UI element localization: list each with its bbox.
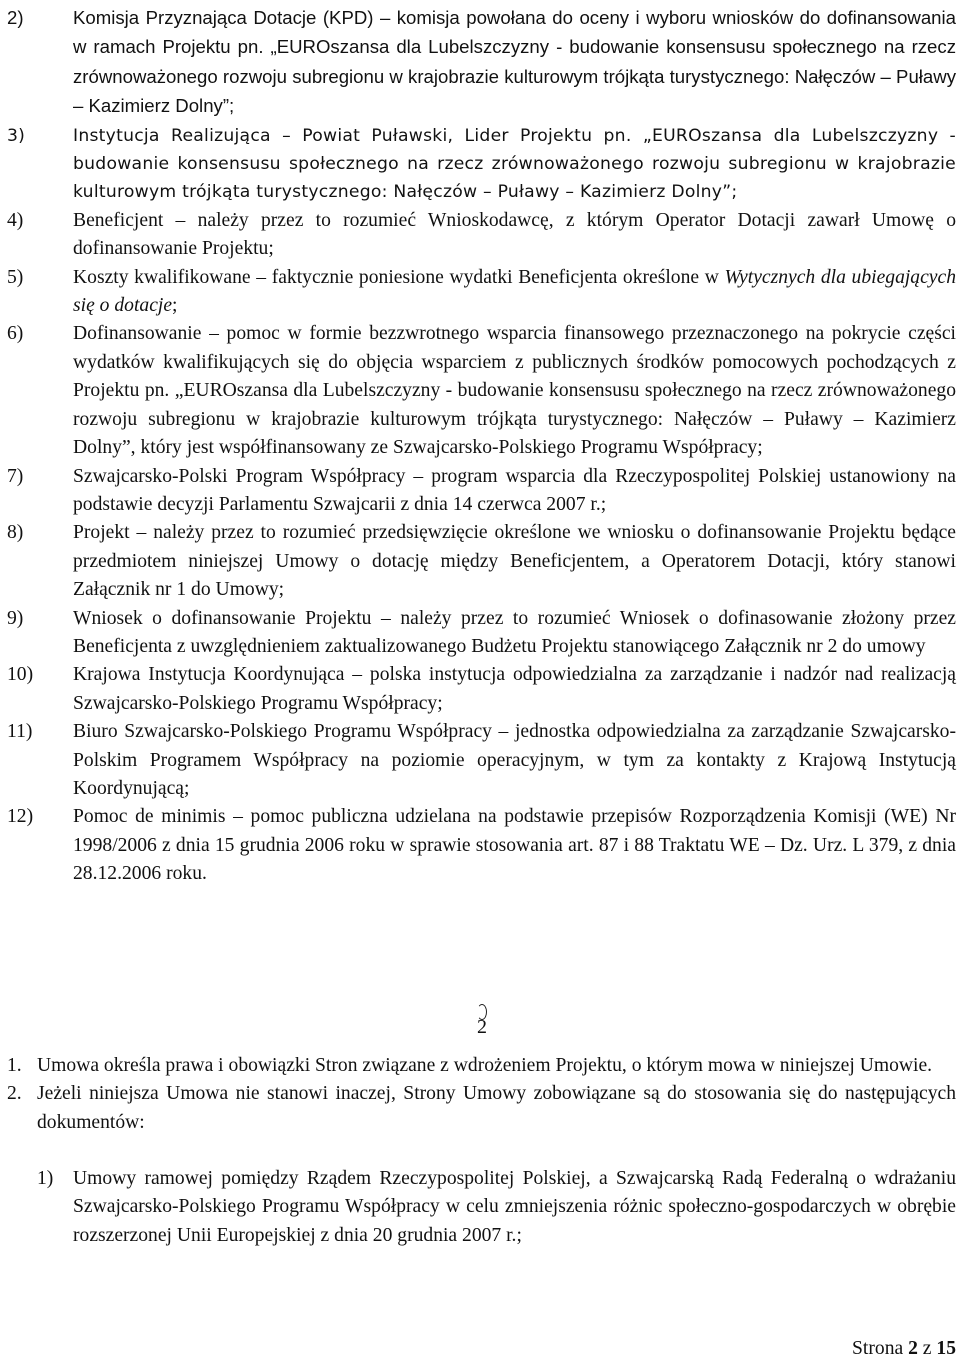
item-text: Jeżeli niniejsza Umowa nie stanowi inaczej, Strony Umowy zobowiązane są do stosowania się do następujących dokumentów: — [37, 1083, 956, 1133]
item-number: 4) — [7, 209, 24, 231]
item-number: 5) — [7, 266, 24, 288]
item-text: Instytucja Realizująca – Powiat Puławski, Lider Projektu pn. „EUROszansa dla Lubelszczyzny - budowanie konsensusu społecznego na rzecz zrównoważonego rozwoju subregionu w krajobrazie kulturowym trójkąta turystycznego: Nałęczów – Puławy – Kazimierz Dolny”; — [73, 125, 956, 203]
page-footer — [852, 1338, 956, 1360]
list-item — [0, 207, 960, 264]
list-item — [0, 122, 960, 207]
item-number: 6) — [7, 323, 24, 345]
list-item — [0, 463, 960, 520]
item-number: 1. — [7, 1055, 22, 1076]
item-number: 8) — [7, 522, 24, 544]
item-text: Pomoc de minimis – pomoc publiczna udzielana na podstawie przepisów Rozporządzenia Komisji (WE) Nr 1998/2006 z dnia 15 grudnia 2006 roku w sprawie stosowania art. 87 i 88 Traktatu WE – Dz. Urz. L 379, z dnia 28.12.2006 roku. — [73, 806, 956, 885]
item-number: 2) — [7, 7, 24, 28]
section-heading — [0, 1004, 960, 1039]
page-label: Strona — [852, 1338, 904, 1359]
definitions-list — [0, 4, 960, 889]
list-item — [0, 1165, 960, 1250]
page-of-label: z — [922, 1338, 932, 1359]
item-text: Umowa określa prawa i obowiązki Stron związane z wdrożeniem Projektu, o którym mowa w niniejszej Umowie. — [37, 1055, 933, 1076]
item-text: Umowy ramowej pomiędzy Rządem Rzeczypospolitej Polskiej, a Szwajcarską Radą Federalną o wdrażaniu Szwajcarsko-Polskiego Programu Współpracy w celu zmniejszenia różnic społeczno-gospodarczych w obrębie rozszerzonej Unii Europejskiej z dnia 20 grudnia 2007 r.; — [73, 1168, 956, 1246]
list-item — [0, 661, 960, 718]
item-text: Komisja Przyznająca Dotacje (KPD) – komisja powołana do oceny i wyboru wniosków do dofinansowania w ramach Projektu pn. „EUROszansa dla Lubelszczyzny - budowanie konsensusu społecznego na rzecz zrównoważonego rozwoju subregionu w krajobrazie kulturowym trójkąta turystycznego: Nałęczów – Puławy – Kazimierz Dolny”; — [73, 7, 956, 117]
item-text: Beneficjent – należy przez to rozumieć Wnioskodawcę, z którym Operator Dotacji zawarł Umowę o dofinansowanie Projektu; — [73, 209, 956, 260]
item-number: 2. — [7, 1083, 22, 1105]
documents-list — [0, 1165, 960, 1250]
list-item — [0, 718, 960, 803]
list-item — [0, 519, 960, 604]
item-number: 7) — [7, 465, 24, 487]
list-item — [0, 1080, 960, 1137]
list-item — [0, 605, 960, 662]
italic-reference: Wytycznych dla ubiegających się o dotacje — [73, 266, 956, 317]
current-page-number: 2 — [908, 1338, 918, 1359]
item-number: 12) — [7, 806, 34, 828]
item-text: Koszty kwalifikowane – faktycznie poniesione wydatki Beneficjenta określone w Wytycznych dla ubiegających się o dotacje; — [73, 266, 956, 317]
item-text: Krajowa Instytucja Koordynująca – polska instytucja odpowiedzialna za zarządzanie i nadzór nad realizacją Szwajcarsko-Polskiego Programu Współpracy; — [73, 664, 956, 714]
item-number: 3) — [7, 125, 26, 146]
item-text: Projekt – należy przez to rozumieć przedsięwzięcie określone we wniosku o dofinansowanie Projektu będące przedmiotem niniejszej Umowy o dotację między Beneficjentem, a Operatorem Dotacji, który stanowi Załącznik nr 1 do Umowy; — [73, 522, 956, 601]
item-number: 11) — [7, 721, 33, 743]
item-number: 10) — [7, 664, 34, 686]
list-item — [0, 803, 960, 888]
list-item — [0, 1052, 960, 1080]
item-text: Szwajcarsko-Polski Program Współpracy – program wsparcia dla Rzeczypospolitej Polskiej ustanowiony na podstawie decyzji Parlamentu Szwajcarii z dnia 14 czerwca 2007 r.; — [73, 465, 956, 515]
item-number: 9) — [7, 607, 24, 629]
list-item — [0, 264, 960, 321]
item-text: Dofinansowanie – pomoc w formie bezzwrotnego wsparcia finansowego przeznaczonego na pokrycie części wydatków kwalifikujących się do objęcia wsparciem z publicznych środków pomocowych pochodzących z Projektu pn. „EUROszansa dla Lubelszczyzny - budowanie konsensusu społecznego na rzecz zrównoważonego rozwoju subregionu w krajobrazie kulturowym trójkąta turystycznego: Nałęczów – Puławy – Kazimierz Dolny”, który jest współfinansowany ze Szwajcarsko-Polskiego Programu Współpracy; — [73, 323, 956, 459]
section-items-list — [0, 1052, 960, 1137]
list-item — [0, 320, 960, 462]
item-number: 1) — [37, 1168, 54, 1189]
item-text: Biuro Szwajcarsko-Polskiego Programu Współpracy – jednostka odpowiedzialna za zarządzanie Szwajcarsko-Polskim Programem Współpracy na poziomie operacyjnym, w tym za kontakty z Krajową Instytucją Koordynującą; — [73, 721, 956, 799]
list-item — [0, 4, 960, 122]
total-pages-number: 15 — [936, 1338, 956, 1359]
item-text: Wniosek o dofinansowanie Projektu – należy przez to rozumieć Wniosek o dofinasowanie złożony przez Beneficjenta z uwzględnieniem zaktualizowanego Budżetu Projektu stanowiącego Załącznik nr 2 do umowy — [73, 607, 956, 657]
section-number: 2 — [477, 1004, 487, 1039]
